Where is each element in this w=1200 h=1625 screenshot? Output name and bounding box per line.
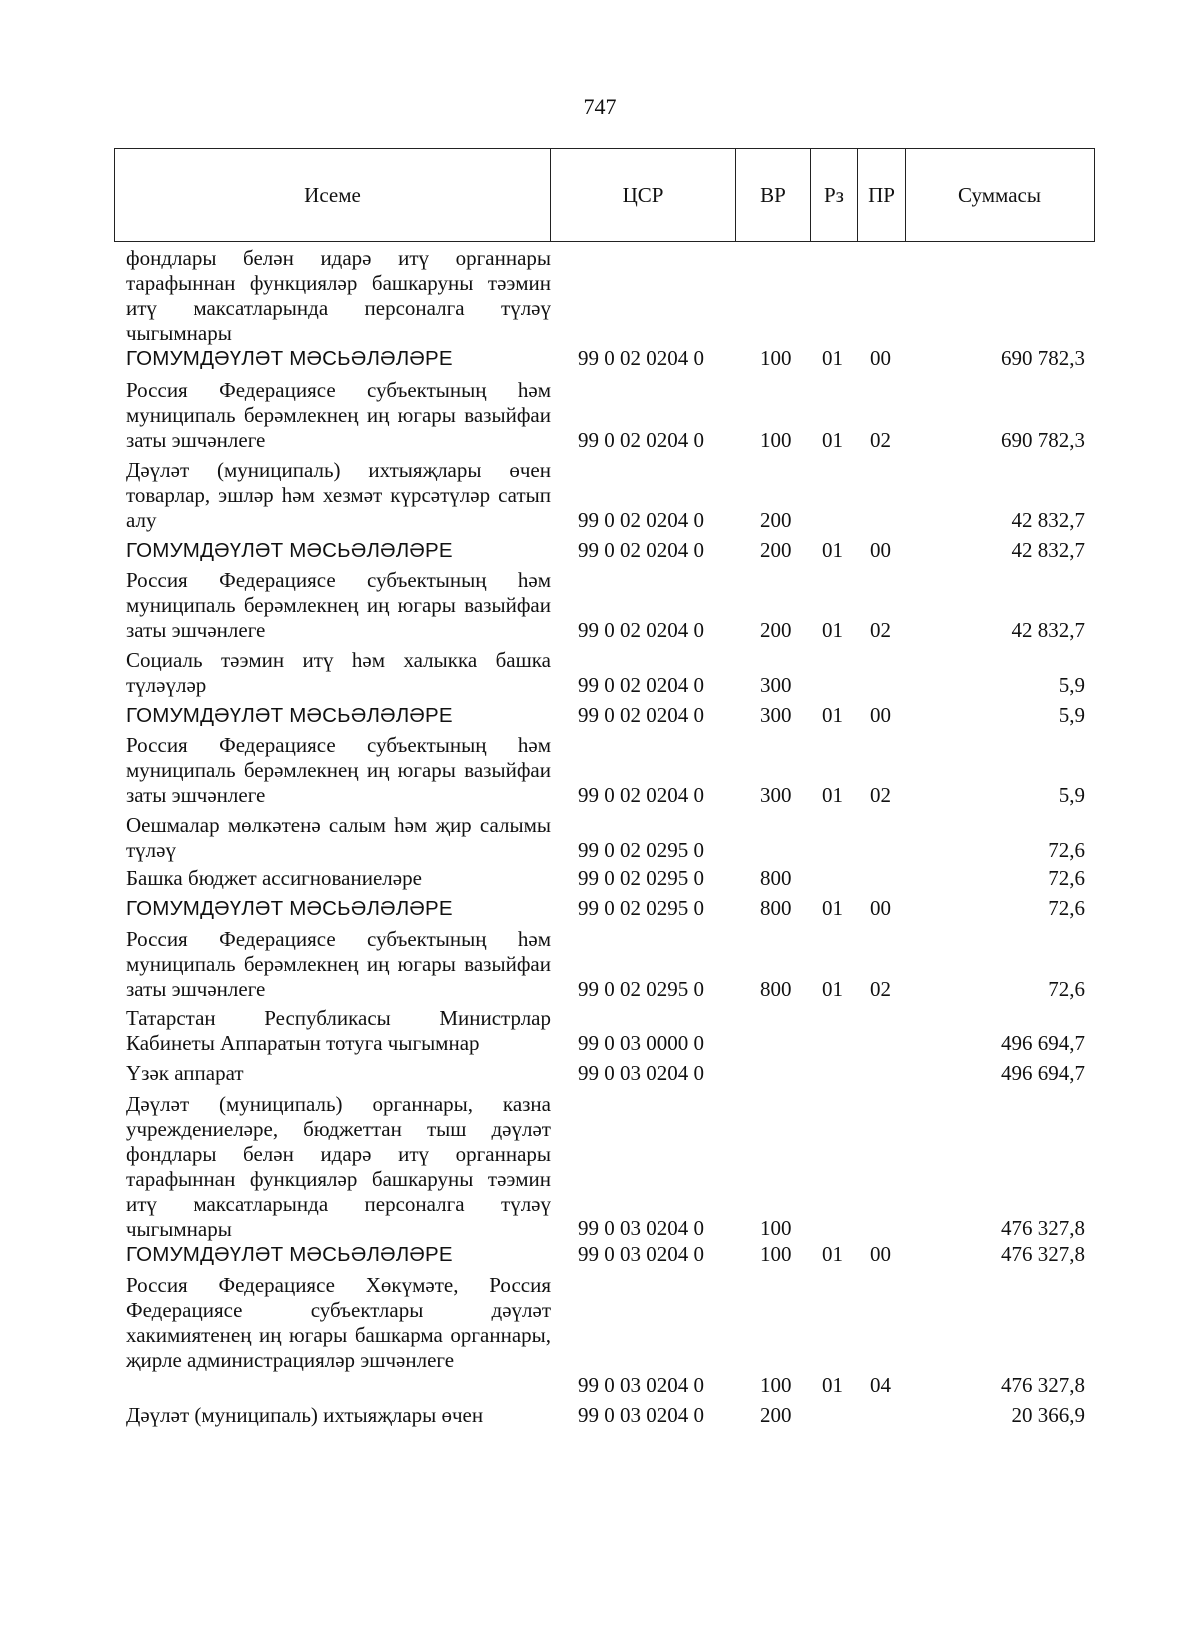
row-sum: 690 782,3 xyxy=(1001,428,1085,452)
row-vr: 800 xyxy=(760,977,792,1001)
row-sum: 5,9 xyxy=(1058,703,1085,727)
row-name: фондлары белән идарә итү органнары тарафыннан функцияләр башкаруны тәэмин итү максатларында персоналга түләү чыгымнары xyxy=(126,246,551,345)
row-sum: 5,9 xyxy=(1058,673,1085,697)
header-csr: ЦСР xyxy=(550,149,735,241)
table-row xyxy=(0,378,1200,458)
table-row xyxy=(0,648,1200,703)
table-row xyxy=(0,1061,1200,1091)
row-sum: 72,6 xyxy=(1048,977,1085,1001)
row-vr: 200 xyxy=(760,538,792,562)
row-sum: 5,9 xyxy=(1058,783,1085,807)
row-csr: 99 0 03 0000 0 xyxy=(578,1031,704,1055)
row-csr: 99 0 02 0295 0 xyxy=(578,896,704,920)
row-csr: 99 0 02 0204 0 xyxy=(578,618,704,642)
row-pr: 04 xyxy=(870,1373,891,1397)
row-pr: 02 xyxy=(870,783,891,807)
row-csr: 99 0 02 0295 0 xyxy=(578,866,704,890)
header-sum: Суммасы xyxy=(905,149,1093,241)
row-vr: 800 xyxy=(760,896,792,920)
row-sum: 72,6 xyxy=(1048,896,1085,920)
row-name: Россия Федерациясе субъектының һәм муниципаль берәмлекнең иң югары вазыйфаи заты эшчәнлеге xyxy=(126,568,551,642)
row-sum: 42 832,7 xyxy=(1011,618,1085,642)
row-rz: 01 xyxy=(822,618,843,642)
row-name: Татарстан Республикасы Министрлар Кабинеты Аппаратын тотуга чыгымнар xyxy=(126,1006,551,1055)
row-sum: 42 832,7 xyxy=(1011,538,1085,562)
row-vr: 100 xyxy=(760,1242,792,1266)
row-sum: 42 832,7 xyxy=(1011,508,1085,532)
table-row xyxy=(0,1242,1200,1272)
row-pr: 02 xyxy=(870,977,891,1001)
row-vr: 300 xyxy=(760,673,792,697)
row-vr: 200 xyxy=(760,1403,792,1427)
row-rz: 01 xyxy=(822,346,843,370)
row-csr: 99 0 02 0204 0 xyxy=(578,783,704,807)
row-csr: 99 0 02 0204 0 xyxy=(578,538,704,562)
row-pr: 00 xyxy=(870,346,891,370)
row-csr: 99 0 02 0204 0 xyxy=(578,428,704,452)
row-sum: 496 694,7 xyxy=(1001,1031,1085,1055)
row-sum: 476 327,8 xyxy=(1001,1216,1085,1240)
row-pr: 00 xyxy=(870,896,891,920)
row-name: ГОМУМДӘҮЛӘТ МӘСЬӘЛӘЛӘРЕ xyxy=(126,897,453,920)
row-rz: 01 xyxy=(822,977,843,1001)
row-pr: 00 xyxy=(870,703,891,727)
row-name: Россия Федерациясе субъектының һәм муниципаль берәмлекнең иң югары вазыйфаи заты эшчәнлеге xyxy=(126,927,551,1001)
row-pr: 02 xyxy=(870,428,891,452)
table-row xyxy=(0,896,1200,926)
header-rz: Рз xyxy=(810,149,857,241)
row-pr: 02 xyxy=(870,618,891,642)
table-row xyxy=(0,246,1200,346)
row-name: ГОМУМДӘҮЛӘТ МӘСЬӘЛӘЛӘРЕ xyxy=(126,704,453,727)
row-rz: 01 xyxy=(822,703,843,727)
table-row xyxy=(0,458,1200,538)
row-name: Башка бюджет ассигнованиеләре xyxy=(126,866,422,890)
row-vr: 100 xyxy=(760,428,792,452)
row-vr: 300 xyxy=(760,703,792,727)
row-name: Россия Федерациясе субъектының һәм муниципаль берәмлекнең иң югары вазыйфаи заты эшчәнлеге xyxy=(126,733,551,807)
row-vr: 300 xyxy=(760,783,792,807)
row-sum: 690 782,3 xyxy=(1001,346,1085,370)
row-rz: 01 xyxy=(822,1242,843,1266)
row-name: ГОМУМДӘҮЛӘТ МӘСЬӘЛӘЛӘРЕ xyxy=(126,539,453,562)
row-rz: 01 xyxy=(822,783,843,807)
row-vr: 800 xyxy=(760,866,792,890)
row-sum: 20 366,9 xyxy=(1011,1403,1085,1427)
row-csr: 99 0 02 0204 0 xyxy=(578,673,704,697)
row-name: Россия Федерациясе субъектының һәм муниципаль берәмлекнең иң югары вазыйфаи заты эшчәнлеге xyxy=(126,378,551,452)
table-row xyxy=(0,927,1200,1007)
row-csr: 99 0 03 0204 0 xyxy=(578,1216,704,1240)
row-name: Россия Федерациясе Хөкүмәте, Россия Федерациясе субъектлары дәүләт хакимиятенең иң югары башкарма органнары, җирле администрацияләр эшчәнлеге xyxy=(126,1273,551,1372)
table-row xyxy=(0,1273,1200,1401)
row-csr: 99 0 02 0295 0 xyxy=(578,838,704,862)
row-vr: 100 xyxy=(760,346,792,370)
row-name: ГОМУМДӘҮЛӘТ МӘСЬӘЛӘЛӘРЕ xyxy=(126,1243,453,1266)
page-number: 747 xyxy=(583,94,617,119)
row-name: Дәүләт (муниципаль) ихтыяҗлары өчен xyxy=(126,1403,484,1427)
table-row xyxy=(0,703,1200,733)
row-vr: 200 xyxy=(760,618,792,642)
row-vr: 200 xyxy=(760,508,792,532)
row-sum: 476 327,8 xyxy=(1001,1242,1085,1266)
table-row xyxy=(0,866,1200,896)
row-rz: 01 xyxy=(822,538,843,562)
row-vr: 100 xyxy=(760,1216,792,1240)
row-vr: 100 xyxy=(760,1373,792,1397)
row-rz: 01 xyxy=(822,428,843,452)
row-name: ГОМУМДӘҮЛӘТ МӘСЬӘЛӘЛӘРЕ xyxy=(126,347,453,370)
row-sum: 72,6 xyxy=(1048,838,1085,862)
table-row xyxy=(0,346,1200,376)
table-row xyxy=(0,1092,1200,1242)
row-csr: 99 0 03 0204 0 xyxy=(578,1242,704,1266)
row-csr: 99 0 02 0204 0 xyxy=(578,703,704,727)
table-row xyxy=(0,733,1200,813)
header-pr: ПР xyxy=(857,149,905,241)
row-csr: 99 0 03 0204 0 xyxy=(578,1373,704,1397)
row-csr: 99 0 02 0204 0 xyxy=(578,508,704,532)
row-rz: 01 xyxy=(822,1373,843,1397)
table-row xyxy=(0,813,1200,868)
table-row xyxy=(0,1403,1200,1433)
table-row xyxy=(0,1006,1200,1061)
row-csr: 99 0 03 0204 0 xyxy=(578,1061,704,1085)
row-name: Үзәк аппарат xyxy=(126,1061,244,1085)
row-rz: 01 xyxy=(822,896,843,920)
row-sum: 476 327,8 xyxy=(1001,1373,1085,1397)
row-name: Дәүләт (муниципаль) ихтыяҗлары өчен товарлар, эшләр һәм хезмәт күрсәтүләр сатып алу xyxy=(126,458,551,532)
row-name: Дәүләт (муниципаль) органнары, казна учреждениеләре, бюджеттан тыш дәүләт фондлары белән идарә итү органнары тарафыннан функцияләр башкаруны тәэмин итү максатларында персоналга түләү чыгымнары xyxy=(126,1092,551,1241)
row-sum: 496 694,7 xyxy=(1001,1061,1085,1085)
row-csr: 99 0 02 0204 0 xyxy=(578,346,704,370)
header-name: Исеме xyxy=(304,182,361,207)
row-csr: 99 0 02 0295 0 xyxy=(578,977,704,1001)
table-row xyxy=(0,568,1200,648)
row-name: Социаль тәэмин итү һәм халыкка башка түләүләр xyxy=(126,648,551,697)
row-sum: 72,6 xyxy=(1048,866,1085,890)
row-name: Оешмалар мөлкәтенә салым һәм җир салымы түләү xyxy=(126,813,551,862)
row-csr: 99 0 03 0204 0 xyxy=(578,1403,704,1427)
header-vr: ВР xyxy=(735,149,810,241)
row-pr: 00 xyxy=(870,1242,891,1266)
table-row xyxy=(0,538,1200,568)
row-pr: 00 xyxy=(870,538,891,562)
